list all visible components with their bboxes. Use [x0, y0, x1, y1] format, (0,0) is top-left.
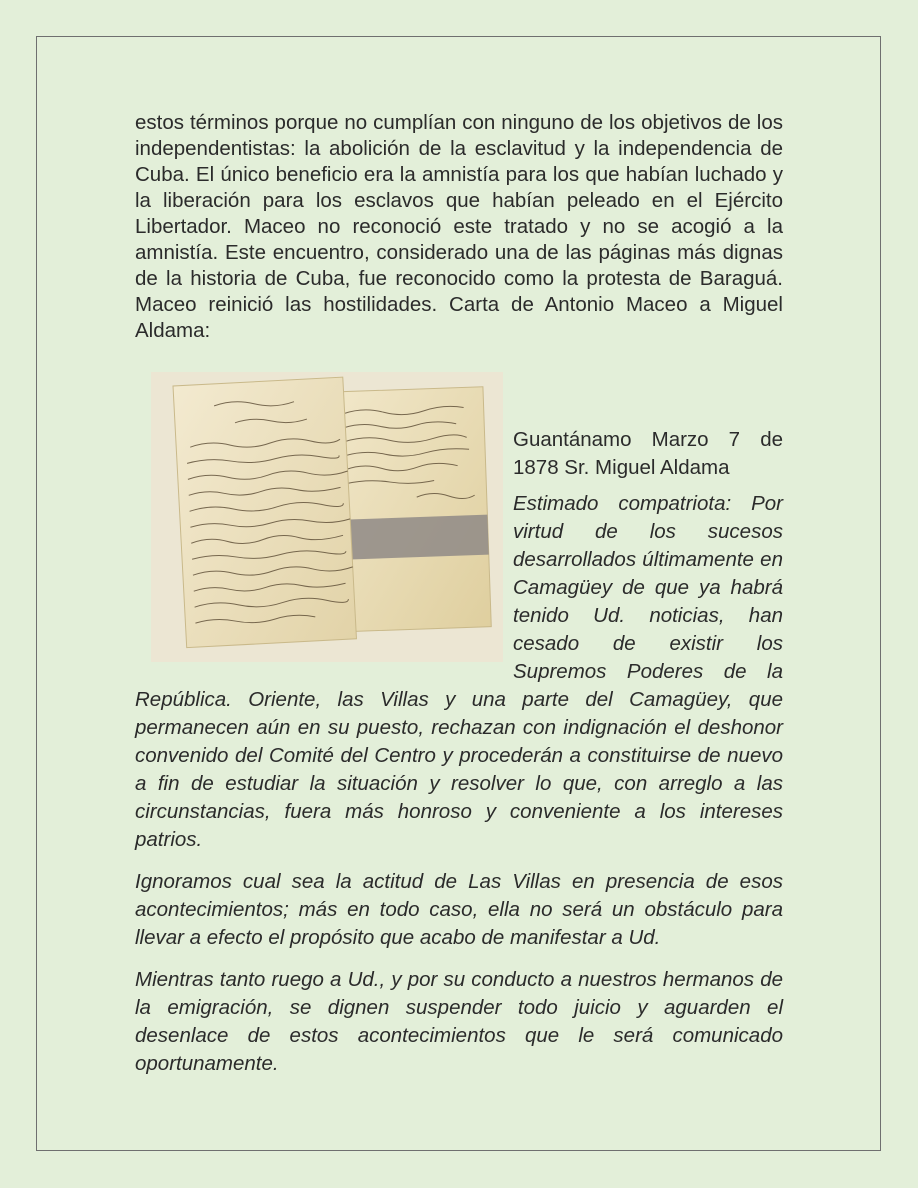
document-body	[135, 110, 783, 1088]
letter-paragraph-2: Ignoramos cual sea la actitud de Las Villas en presencia de esos acontecimientos; más en todo caso, ella no será un obstáculo para llevar a efecto el propósito que acabo de manifestar a Ud.	[135, 870, 783, 949]
letter-paragraph-1: Estimado compatriota: Por virtud de los sucesos desarrollados últimamente en Camagüey de que ya habrá tenido Ud. noticias, han cesado de existir los Supremos Poderes de la República. Oriente, las Villas y una parte del Camagüey, que permanecen aún en su puesto, rechazan con indignación el deshonor convenido del Comité del Centro y procederán a constituirse de nuevo a fin de estudiar la situación y resolver lo que, con arreglo a las circunstancias, fuera más honroso y conveniente a los intereses patrios.	[135, 492, 783, 851]
intro-paragraph: estos términos porque no cumplían con ninguno de los objetivos de los independentistas: la abolición de la esclavitud y la independencia de Cuba. El único beneficio era la amnistía para los que habían luchado y la liberación para los esclavos que habían peleado en el Ejército Libertador. Maceo no reconoció este tratado y no se acogió a la amnistía. Este encuentro, considerado una de las páginas más dignas de la historia de Cuba, fue reconocido como la protesta de Baraguá. Maceo reinició las hostilidades. Carta de Antonio Maceo a Miguel Aldama:	[135, 111, 783, 342]
letter-paragraph-3: Mientras tanto ruego a Ud., y por su conducto a nuestros hermanos de la emigración, se dignen suspender todo juicio y aguarden el desenlace de estos acontecimientos que le será comunicado oportunamente.	[135, 968, 783, 1075]
handwritten-letter-image	[151, 372, 503, 662]
letter-heading: Guantánamo Marzo 7 de 1878 Sr. Miguel Aldama	[513, 428, 783, 479]
letter-section	[135, 372, 783, 1088]
letter-illustration-icon	[151, 372, 503, 662]
